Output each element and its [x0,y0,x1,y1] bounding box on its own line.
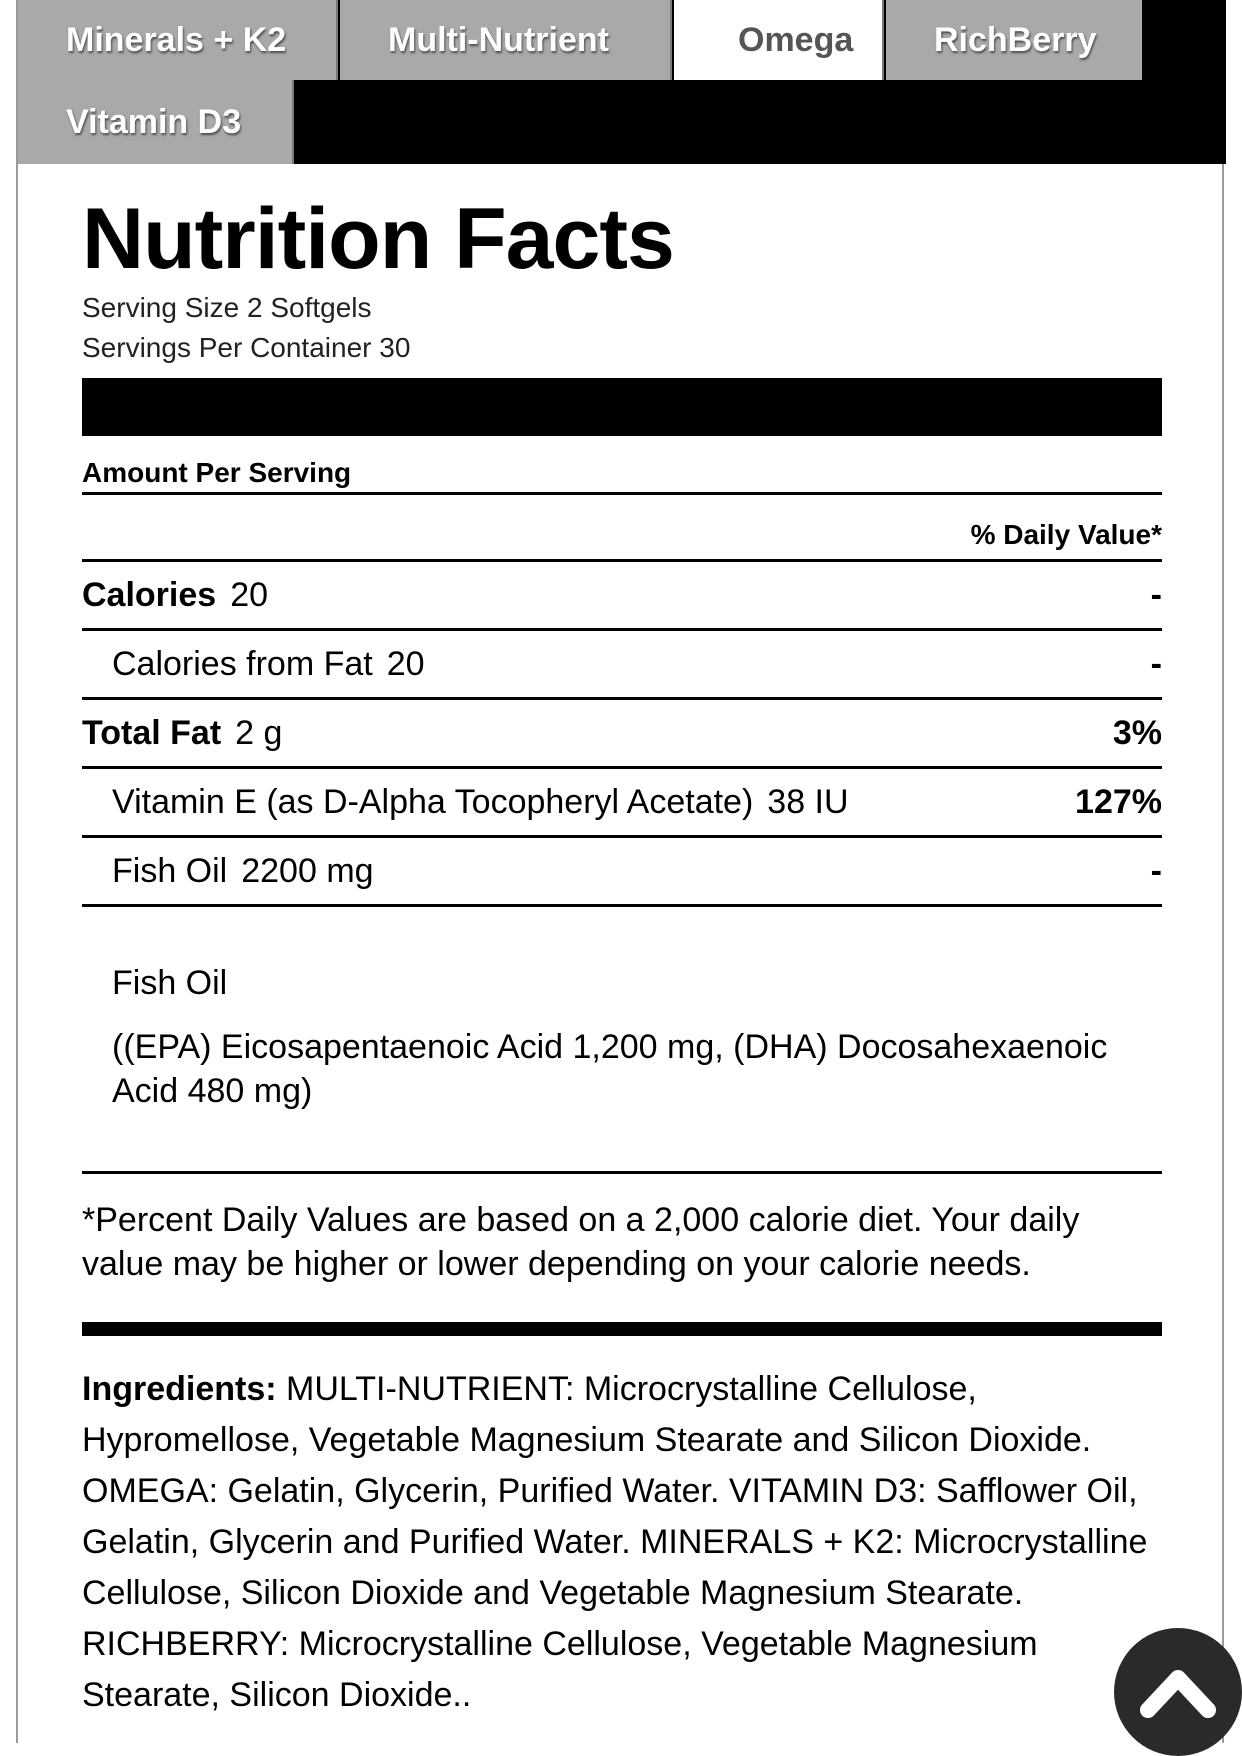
amount-per-serving: Amount Per Serving [82,457,352,488]
product-tabs [18,0,1226,164]
daily-value-footnote: *Percent Daily Values are based on a 2,000 calorie diet. Your daily value may be higher or lower depending on your calorie needs. [82,1201,1080,1283]
scroll-to-top-button[interactable] [1114,1628,1242,1756]
nutrient-row-fish-oil [82,835,1162,907]
tab-label: Multi-Nutrient [388,20,609,59]
blend-description: ((EPA) Eicosapentaenoic Acid 1,200 mg, (DHA) Docosahexaenoic Acid 480 mg) [112,1028,1108,1110]
nutrient-row-calories-from-fat [82,628,1162,697]
nutrient-value: 2200 mg [241,851,374,890]
ingredients [82,1364,1162,1721]
thick-divider [82,1322,1162,1336]
tab-label: Vitamin D3 [66,102,242,141]
nutrient-dv: - [1150,851,1162,890]
nutrient-value: 20 [386,644,425,683]
nutrient-label: Total Fat [82,713,222,752]
ingredients-text: MULTI-NUTRIENT: Microcrystalline Cellulose, Hypromellose, Vegetable Magnesium Stearate and Silicon Dioxide. OMEGA: Gelatin, Glycerin, Purified Water. VITAMIN D3: Safflower Oil, Gelatin, Glycerin and Purified Water. MINERALS + K2: Microcrystalline Cellulose, Silicon Dioxide and Vegetable Magnesium Stearate. RICHBERRY: Microcrystalline Cellulose, Vegetable Magnesium Stearate, Silicon Dioxide.. [82,1370,1148,1714]
tab-vitamin-d3[interactable] [18,80,294,164]
daily-value-header: % Daily Value* [970,519,1162,550]
nutrient-label: Vitamin E (as D-Alpha Tocopheryl Acetate) [112,782,754,821]
header-bar [82,378,1162,436]
tab-multi-nutrient[interactable] [340,0,672,80]
nutrition-facts-panel [82,164,1162,1721]
chevron-up-icon [1138,1664,1218,1720]
tab-richberry[interactable] [886,0,1142,80]
servings-per-container: Servings Per Container 30 [82,332,411,363]
nutrient-label: Calories from Fat [112,644,373,683]
nutrient-label: Calories [82,575,217,614]
nutrient-value: 38 IU [767,782,849,821]
tab-omega[interactable] [674,0,884,80]
tab-label: Omega [738,20,854,59]
nutrition-facts-title: Nutrition Facts [82,191,674,287]
nutrient-dv: 3% [1112,713,1162,752]
serving-size: Serving Size 2 Softgels [82,292,372,323]
nutrient-dv: - [1150,575,1162,614]
nutrient-dv: 127% [1075,782,1162,821]
tab-minerals-k2[interactable] [18,0,338,80]
tab-label: Minerals + K2 [66,20,287,59]
nutrient-dv: - [1150,644,1162,683]
blend-name: Fish Oil [112,964,228,1002]
nutrient-row-total-fat [82,697,1162,766]
nutrient-value: 2 g [235,713,283,752]
tab-label: RichBerry [934,20,1097,59]
divider [82,1171,1162,1174]
nutrient-value: 20 [230,575,269,614]
nutrient-row-vitamin-e [82,766,1162,835]
ingredients-label: Ingredients: [82,1370,277,1408]
nutrient-row-calories [82,559,1162,628]
nutrient-label: Fish Oil [112,851,228,890]
nutrition-frame [16,0,1224,1743]
